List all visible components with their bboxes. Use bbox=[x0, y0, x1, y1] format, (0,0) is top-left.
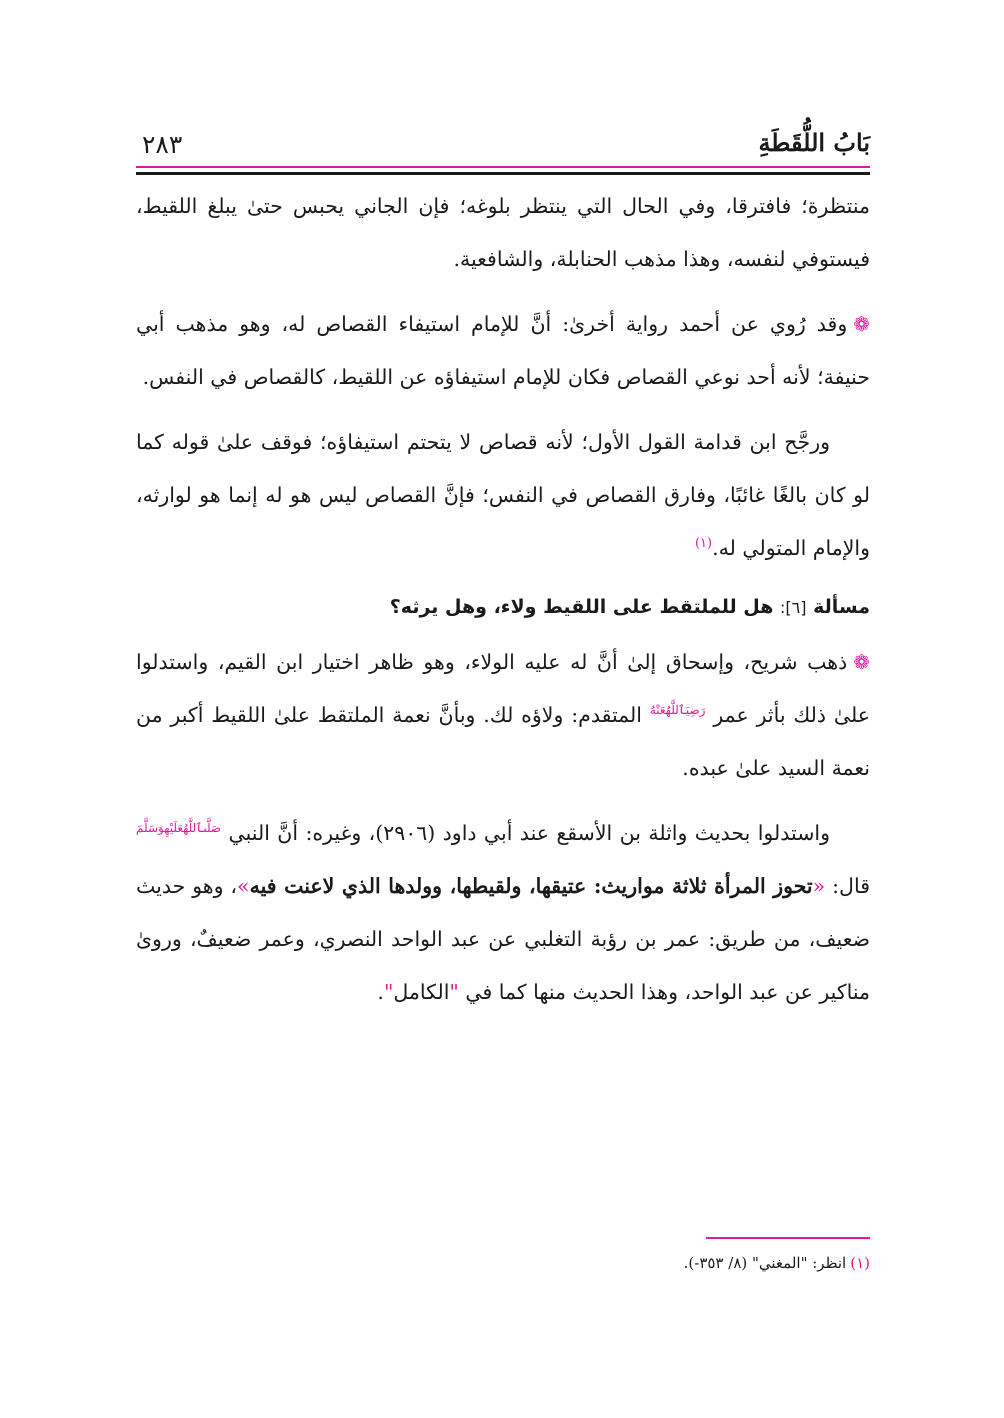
quote-open: « bbox=[812, 874, 826, 898]
paragraph-5 bbox=[136, 807, 870, 1019]
flower-ornament-icon: ❁ bbox=[853, 312, 870, 336]
footnote-number: (١) bbox=[850, 1254, 870, 1272]
paragraph-5-text-c: ، وهو حديث ضعيف، من طريق: عمر بن رؤبة التغلبي عن عبد الواحد النصري، وعمر ضعيفٌ، ورویٰ مناكير عن عبد الواحد، وهذا الحديث منها كما في bbox=[136, 874, 870, 1004]
paragraph-1: منتظرة؛ فافترقا، وفي الحال التي ينتظر بلوغه؛ فإن الجاني يحبس حتىٰ يبلغ اللقيط، فيستوفي لنفسه، وهذا مذهب الحنابلة، والشافعية. bbox=[136, 194, 870, 271]
footnote bbox=[136, 1250, 870, 1276]
paragraph-5-text-b: قال: bbox=[832, 874, 870, 898]
paragraph-2-text: وقد رُوي عن أحمد رواية أخرىٰ: أنَّ للإمام استيفاء القصاص له، وهو مذهب أبي حنيفة؛ لأنه أحد نوعي القصاص فكان للإمام استيفاؤه عن اللقيط، كالقصاص في النفس. bbox=[136, 312, 870, 389]
paragraph-3 bbox=[136, 416, 870, 575]
issue-heading bbox=[136, 585, 870, 630]
footnote-rule bbox=[706, 1237, 870, 1239]
chapter-title: بَابُ اللُّقَطَةِ bbox=[758, 128, 870, 157]
issue-number: [٦]: bbox=[780, 598, 807, 617]
paragraph-3-text: ورجَّح ابن قدامة القول الأول؛ لأنه قصاص لا يتحتم استيفاؤه؛ فوقف علىٰ قوله كما لو كان بالغًا غائبًا، وفارق القصاص في النفس؛ فإنَّ القصاص ليس هو له إنما هو لوارثه، والإمام المتولي له. bbox=[136, 430, 870, 560]
page-number: ٢٨٣ bbox=[142, 130, 183, 159]
paragraph-5-end: . bbox=[377, 980, 384, 1004]
paragraph-5-text-a: واستدلوا بحديث واثلة بن الأسقع عند أبي داود (٢٩٠٦)، وغيره: أنَّ النبي bbox=[228, 821, 830, 845]
book-quote-open: " bbox=[449, 980, 459, 1004]
flower-ornament-icon: ❁ bbox=[853, 650, 870, 674]
footnote-reference[interactable]: (١) bbox=[694, 536, 713, 552]
honorific-radiallahu: رَضِيَٱللَّهُعَنْهُ bbox=[649, 703, 706, 718]
page-header bbox=[136, 122, 870, 166]
footnote-text: انظر: "المغني" (٨/ ٣٥٣-). bbox=[683, 1254, 847, 1272]
book-title: الكامل bbox=[393, 980, 450, 1004]
paragraph-4 bbox=[136, 636, 870, 795]
issue-question: هل للملتقط على اللقيط ولاء، وهل يرثه؟ bbox=[389, 596, 774, 618]
quote-close: » bbox=[237, 874, 250, 898]
honorific-salla: صَلَّىٱللَّهُعَلَيْهِوَسَلَّمَ bbox=[136, 821, 222, 836]
paragraph-4-text-b: المتقدم: ولاؤه لك. وبأنَّ نعمة الملتقط علىٰ اللقيط أكبر من نعمة السيد علىٰ عبده. bbox=[136, 703, 870, 780]
paragraph-2 bbox=[136, 298, 870, 404]
issue-label: مسألة bbox=[813, 596, 870, 618]
header-rule-dark bbox=[136, 172, 870, 175]
book-quote-close: " bbox=[383, 980, 394, 1004]
paragraph-4-text-a: ذهب شريح، وإسحاق إلىٰ أنَّ له عليه الولاء، وهو ظاهر اختيار ابن القيم، واستدلوا علىٰ ذلك بأثر عمر bbox=[136, 650, 870, 727]
book-page bbox=[136, 0, 870, 1418]
header-rule-accent bbox=[136, 166, 870, 168]
hadith-text: تحوز المرأة ثلاثة مواريث: عتيقها، ولقيطها، وولدها الذي لاعنت فيه bbox=[249, 874, 813, 898]
main-text bbox=[136, 180, 870, 1019]
